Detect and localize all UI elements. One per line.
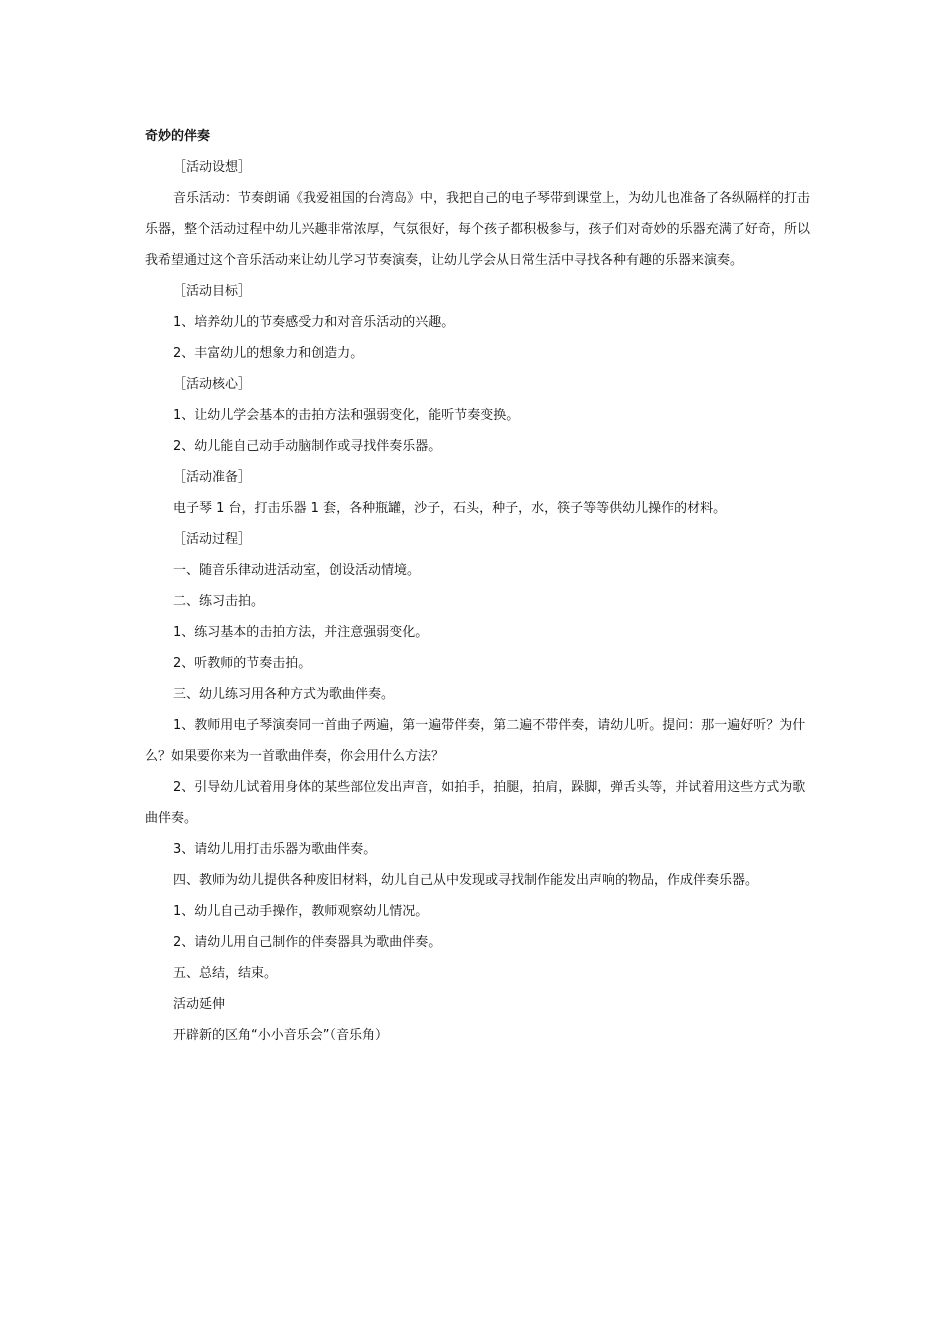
goal-item-2: 2、丰富幼儿的想象力和创造力。 (173, 346, 364, 361)
section-heading-idea: ［活动设想］ (173, 160, 252, 175)
extension-text: 开辟新的区角“小小音乐会”（音乐角） (173, 1028, 388, 1043)
prep-text: 电子琴 1 台，打击乐器 1 套，各种瓶罐，沙子，石头，种子，水，筷子等等供幼儿操作的材料。 (173, 501, 727, 516)
process-step-3: 三、幼儿练习用各种方式为歌曲伴奏。 (173, 687, 395, 702)
process-step-3-2: 2、引导幼儿试着用身体的某些部位发出声音，如拍手，拍腿，拍肩，跺脚，弹舌头等，并试着用这些方式为歌曲伴奏。 (145, 780, 806, 826)
core-item-2: 2、幼儿能自己动手动脑制作或寻找伴奏乐器。 (173, 439, 442, 454)
process-step-4-1: 1、幼儿自己动手操作，教师观察幼儿情况。 (173, 904, 429, 919)
process-step-2-1: 1、练习基本的击拍方法，并注意强弱变化。 (173, 625, 429, 640)
idea-paragraph: 音乐活动：节奏朗诵《我爱祖国的台湾岛》中，我把自己的电子琴带到课堂上，为幼儿也准备了各纵隔样的打击乐器，整个活动过程中幼儿兴趣非常浓厚，气氛很好，每个孩子都积极参与，孩子们对奇妙的乐器充满了好奇，所以我希望通过这个音乐活动来让幼儿学习节奏演奏，让幼儿学会从日常生活中寻找各种有趣的乐器来演奏。 (145, 191, 811, 268)
process-step-3-1: 1、教师用电子琴演奏同一首曲子两遍，第一遍带伴奏，第二遍不带伴奏，请幼儿听。提问：那一遍好听？为什么？如果要你来为一首歌曲伴奏，你会用什么方法？ (145, 718, 806, 764)
document-page (145, 127, 810, 1057)
goal-item-1: 1、培养幼儿的节奏感受力和对音乐活动的兴趣。 (173, 315, 455, 330)
process-step-2: 二、练习击拍。 (173, 594, 265, 609)
process-step-3-3: 3、请幼儿用打击乐器为歌曲伴奏。 (173, 842, 377, 857)
process-step-2-2: 2、听教师的节奏击拍。 (173, 656, 312, 671)
section-heading-process: ［活动过程］ (173, 532, 252, 547)
process-step-5: 五、总结，结束。 (173, 966, 278, 981)
document-title: 奇妙的伴奏 (145, 129, 211, 144)
extension-heading: 活动延伸 (173, 997, 226, 1012)
process-step-4-2: 2、请幼儿用自己制作的伴奏器具为歌曲伴奏。 (173, 935, 442, 950)
section-heading-goal: ［活动目标］ (173, 284, 252, 299)
section-heading-core: ［活动核心］ (173, 377, 252, 392)
section-heading-prep: ［活动准备］ (173, 470, 252, 485)
process-step-1: 一、随音乐律动进活动室，创设活动情境。 (173, 563, 421, 578)
process-step-4: 四、教师为幼儿提供各种废旧材料，幼儿自己从中发现或寻找制作能发出声响的物品，作成伴奏乐器。 (173, 873, 759, 888)
core-item-1: 1、让幼儿学会基本的击拍方法和强弱变化，能听节奏变换。 (173, 408, 520, 423)
